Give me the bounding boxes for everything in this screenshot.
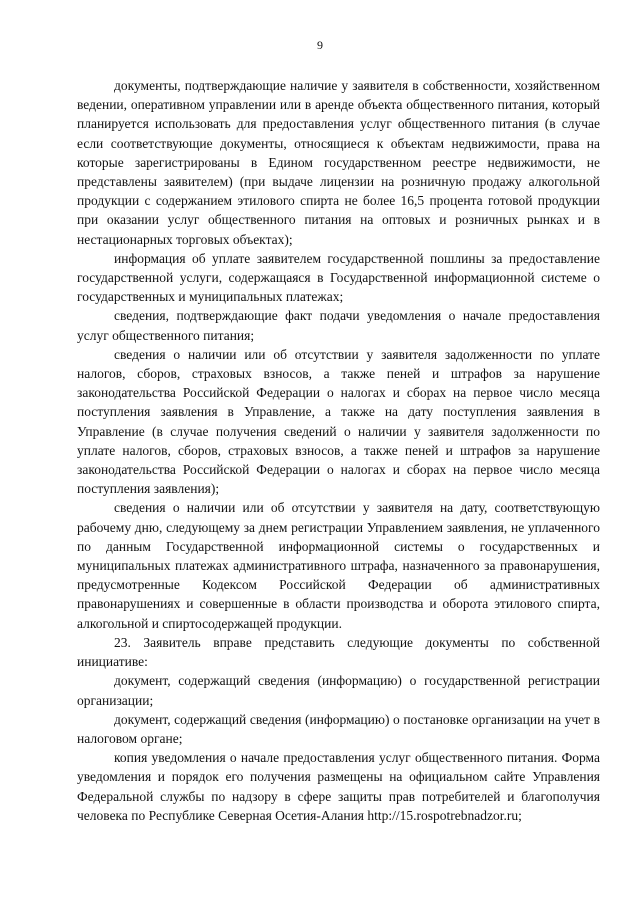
paragraph-notification-copy: копия уведомления о начале предоставления услуг общественного питания. Форма уведомления и порядок его получения размещены на официальном сайте Управления Федеральной службы по надзору в сфере защиты прав потребителей и благополучия человека по Республике Северная Осетия-Алания http://15.rospotrebnadzor.ru; [77,750,600,823]
paragraph-notification-fact: сведения, подтверждающие факт подачи уведомления о начале предоставления услуг общественного питания; [77,308,600,343]
paragraph-administrative-fine: сведения о наличии или об отсутствии у заявителя на дату, соответствующую рабочему дню, следующему за днем регистрации Управлением заявления, не уплаченного по данным Государственной информационной системы о государственных и муниципальных платежах административного штрафа, назначенного за правонарушения, предусмотренные Кодексом Российской Федерации об административных правонарушениях и совершенные в области производства и оборота этилового спирта, алкогольной и спиртосодержащей продукции. [77,500,600,631]
paragraph-tax-debt: сведения о наличии или об отсутствии у заявителя задолженности по уплате налогов, сборов, страховых взносов, а также пеней и штрафов за нарушение законодательства Российской Федерации о налогах и сборах на первое число месяца поступления заявления в Управление, а также на дату поступления заявления в Управление (в случае получения сведений о наличии у заявителя задолженности по уплате налогов, сборов, страховых взносов, а также пеней и штрафов за нарушение законодательства Российской Федерации о налогах и сборах на первое число месяца поступления заявления); [77,346,600,497]
paragraph-ownership-documents: документы, подтверждающие наличие у заявителя в собственности, хозяйственном ведении, оперативном управлении или в аренде объекта общественного питания, который планируется использовать для предоставления услуг общественного питания (в случае если соответствующие документы, относящиеся к объектам недвижимости, права на которые зарегистрированы в Едином государственном реестре недвижимости, не представлены заявителем) (при выдаче лицензии на розничную продажу алкогольной продукции с содержанием этилового спирта не более 16,5 процента готовой продукции при оказании услуг общественного питания на оптовых и розничных рынках и в нестационарных торговых объектах); [77,78,600,247]
document-body [77,76,600,825]
paragraph-state-registration: документ, содержащий сведения (информацию) о государственной регистрации организации; [77,673,600,708]
paragraph-clause-23: 23. Заявитель вправе представить следующие документы по собственной инициативе: [77,634,600,670]
paragraph-state-fee: информация об уплате заявителем государственной пошлины за предоставление государственной услуги, содержащаяся в Государственной информационной системе о государственных и муниципальных платежах; [77,250,600,305]
page-number: 9 [317,38,323,52]
paragraph-tax-registration: документ, содержащий сведения (информацию) о постановке организации на учет в налоговом органе; [77,711,600,746]
